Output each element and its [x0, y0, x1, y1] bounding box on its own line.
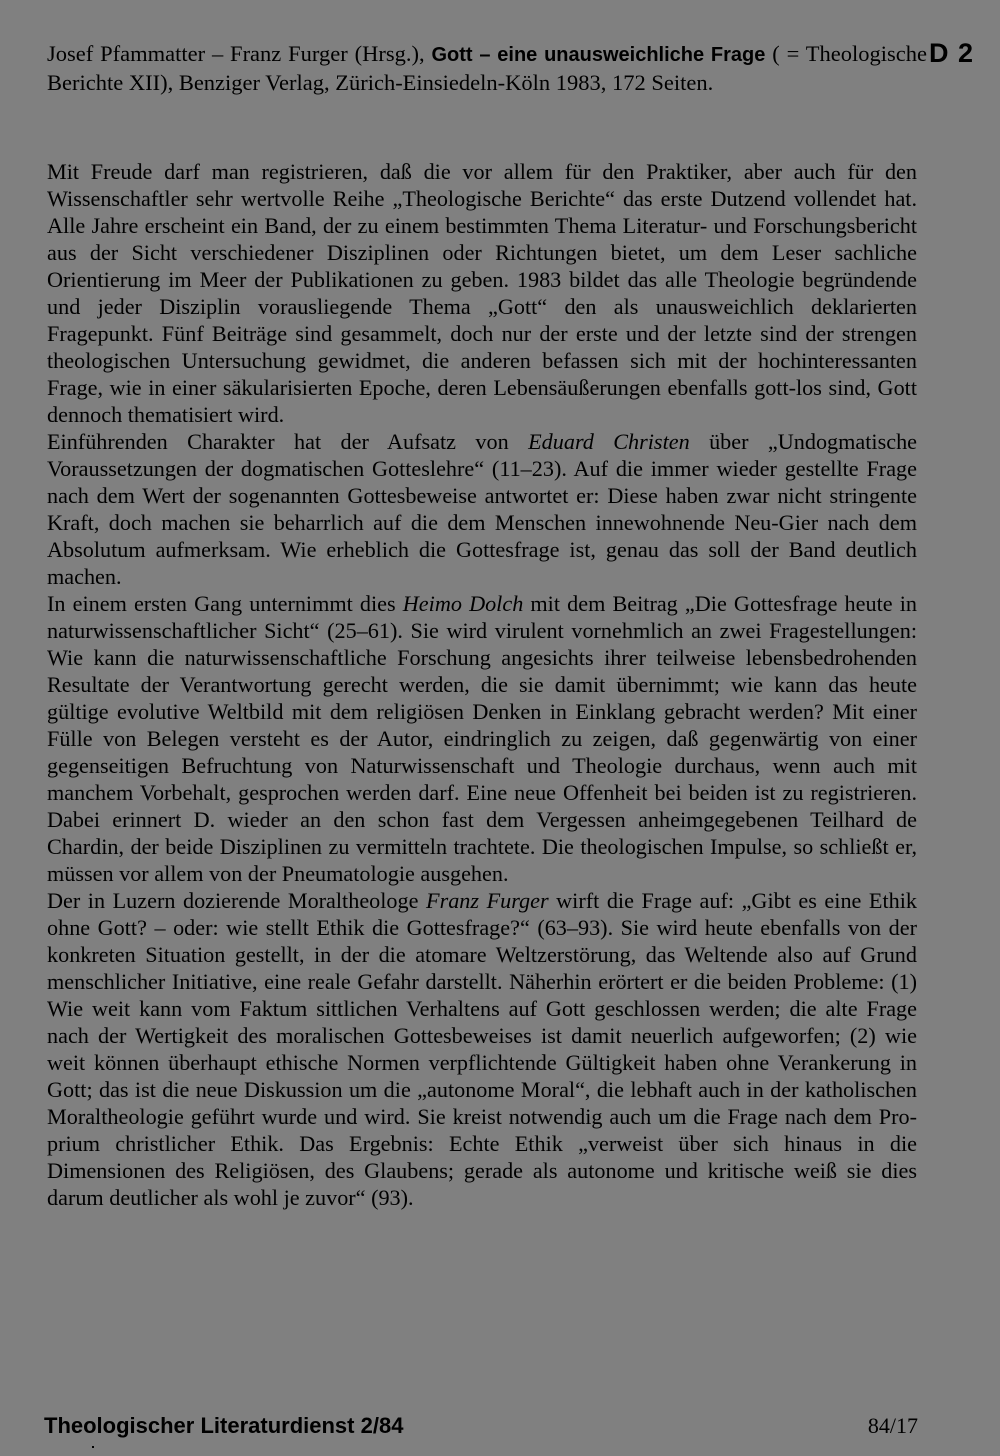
header-details: ( = Theologische Berichte XII), Benziger Verlag, Zürich-Einsiedeln-Köln 1983, 172 Seiten.	[47, 41, 927, 95]
scan-speck	[92, 1446, 94, 1448]
paragraph-text: Mit Freude darf man registrieren, daß die vor allem für den Praktiker, aber auch für den Wissenschaftler sehr wertvolle Reihe „Theologische Berichte“ das erste Dutzend vollendet hat. Alle Jahre erscheint ein Band, der zu einem bestimmten Thema Literatur- und Forschungsbericht aus der Sicht verschiedener Disziplinen oder Richtungen bietet, um dem Leser sachliche Orientierung im Meer der Publikationen zu geben. 1983 bildet das alle Theologie begründende und jeder Disziplin vorausliegende Thema „Gott“ den als unausweichlich deklarierten Fragepunkt. Fünf Beiträge sind gesammelt, doch nur der erste und der letzte sind der strengen theologischen Untersuchung gewidmet, die anderen befassen sich mit der hochinteressanten Frage, wie in einer säkularisierten Epoche, deren Lebensäußerungen ebenfalls gott-los sind, Gott dennoch thematisiert wird.	[47, 159, 917, 427]
review-paragraph	[47, 428, 917, 590]
paragraph-text: mit dem Beitrag „Die Gottesfrage heute in naturwissenschaftlicher Sicht“ (25–61). Sie wird virulent vornehmlich an zwei Fragestellungen: Wie kann die naturwissenschaftliche Forschung angesichts ihrer teilweise lebensbedrohenden Resultate der Verantwortung gerecht werden, die sie damit übernimmt; wie kann das heute gültige evolutive Weltbild mit dem religiösen Denken in Einklang gebracht werden? Mit einer Fülle von Belegen versteht es der Autor, eindringlich zu zeigen, daß gegenwärtig von einer gegenseitigen Befruchtung von Naturwissenschaft und Theologie durchaus, wenn auch mit manchem Vorbehalt, gesprochen werden darf. Eine neue Offenheit bei beiden ist zu registrieren. Dabei erinnert D. wieder an den schon fast dem Vergessen anheimgegebenen Teilhard de Chardin, der beide Disziplinen zu vermitteln trachtete. Die theologischen Impulse, so schließt er, müssen vor allem von der Pneumatologie ausgehen.	[47, 591, 917, 886]
paragraph-text: über „Undogmatische Voraussetzungen der dogmatischen Gotteslehre“ (11–23). Auf die immer wieder gestellte Frage nach dem Wert der sogenannten Gottesbeweise antwortet er: Diese haben zwar nicht stringente Kraft, doch machen sie beharrlich auf die dem Menschen innewohnende Neu-Gier nach dem Absolutum aufmerksam. Wie erheblich die Gottesfrage ist, genau das soll der Band deutlich machen.	[47, 429, 918, 589]
paragraph-text: wirft die Frage auf: „Gibt es eine Ethik ohne Gott? – oder: wie stellt Ethik die Gottesfrage?“ (63–93). Sie wird heute ebenfalls von der konkreten Situation gestellt, in der die atomare Weltzerstörung, das Weltende also auf Grund menschlicher Initiative, eine reale Gefahr darstellt. Näherhin erörtert er die beiden Probleme: (1) Wie weit kann vom Faktum sittlichen Verhaltens auf Gott geschlossen werden; die alte Frage nach der Wertigkeit des moralischen Gottesbeweises ist damit neuerlich aufgeworfen; (2) wie weit können überhaupt ethische Normen verpflichtende Gültigkeit haben ohne Verankerung in Gott; das ist die neue Diskussion um die „autonome Moral“, die lebhaft auch in der katholischen Moraltheologie geführt wurde und wird. Sie kreist notwendig auch um die Frage nach dem Proprium christlicher Ethik. Das Ergebnis: Echte Ethik „verweist über sich hinaus in die Dimensionen des Religiösen, des Glaubens; gerade als autonome und kritische weiß sie dies darum deutlicher als wohl je zuvor“ (93).	[47, 888, 918, 1210]
header-title: Gott – eine unausweichliche Frage	[431, 44, 766, 66]
section-code: D 2	[929, 38, 975, 68]
review-body	[47, 158, 917, 1211]
journal-footer: Theologischer Literaturdienst 2/84	[44, 1413, 404, 1438]
author-name: Franz Furger	[426, 888, 549, 913]
bibliographic-header	[47, 40, 927, 96]
author-name: Eduard Christen	[528, 429, 690, 454]
paragraph-text: In einem ersten Gang unternimmt dies	[47, 591, 403, 616]
header-authors: Josef Pfammatter – Franz Furger (Hrsg.),	[47, 41, 432, 66]
paragraph-text: Einführenden Charakter hat der Aufsatz von	[47, 429, 529, 454]
paragraph-text: Der in Luzern dozierende Moraltheologe	[47, 888, 427, 913]
page-reference: 84/17	[867, 1413, 918, 1438]
review-paragraph	[47, 590, 917, 887]
author-name: Heimo Dolch	[402, 591, 524, 616]
review-paragraph	[47, 887, 917, 1211]
review-paragraph	[47, 158, 917, 428]
